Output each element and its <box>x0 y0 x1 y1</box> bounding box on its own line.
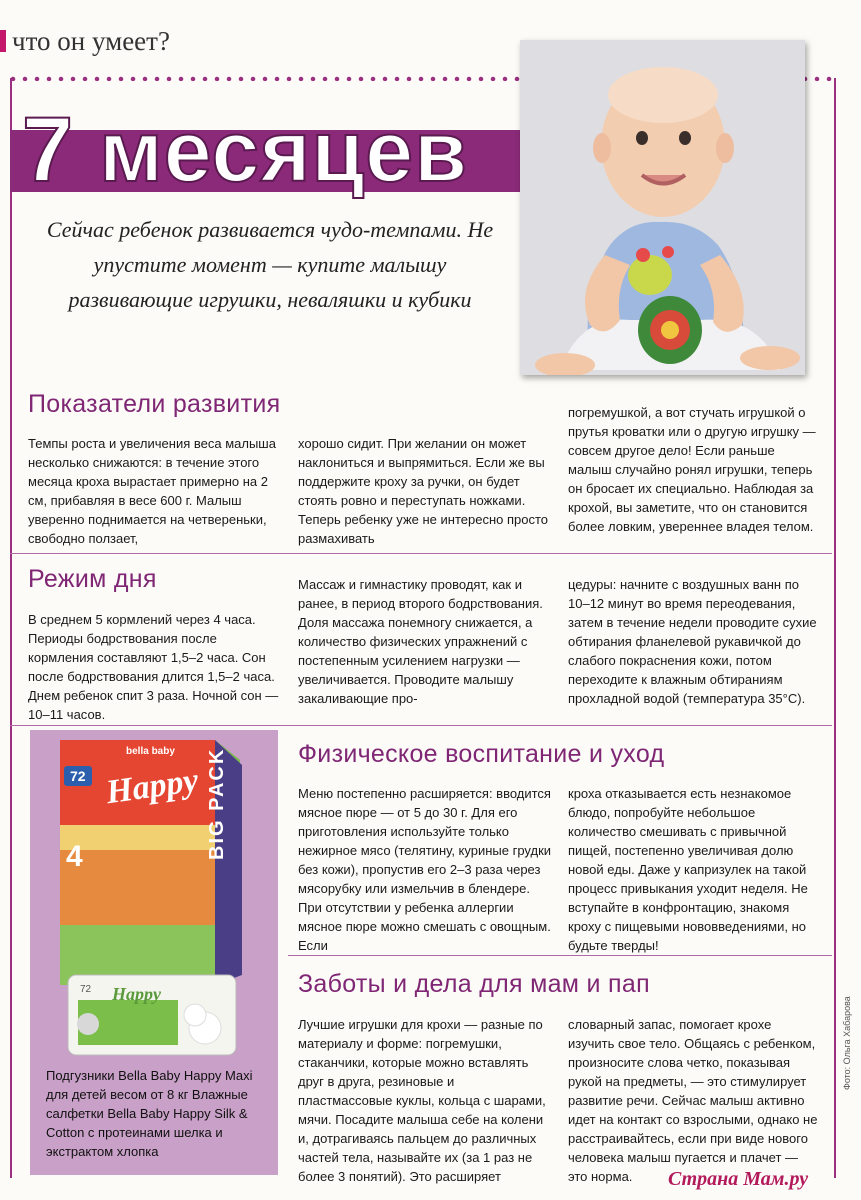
baby-illustration <box>520 40 805 375</box>
development-col2: хорошо сидит. При желании он может наклониться и выпрямиться. Если же вы поддержите кроху за ручки, он будет стоять ровно и переступать ножками. Теперь ребенку уже не интересно просто размахивать <box>298 436 548 546</box>
ad-caption: Подгузники Bella Baby Happy Maxi для детей весом от 8 кг Влажные салфетки Bella Baby Happy Silk & Cotton с протеинами шелка и экстрактом хлопка <box>46 1068 253 1159</box>
photo-credit: Фото: Ольга Хабарова <box>842 996 852 1090</box>
title-word: месяцев <box>99 104 468 200</box>
regime-col1: В среднем 5 кормлений через 4 часа. Периоды бодрствования после кормления составляют 1,5–2 часа. Сон после бодрствования длится 1,5–2 часа. Днем ребенок спит 3 раза. Ночной сон — 10–11 часов. <box>28 612 279 722</box>
baby-photo <box>520 40 805 375</box>
development-col1: Темпы роста и увеличения веса малыша несколько снижаются: в течение этого месяца кроха вырастает примерно на 2 см, прибавляя в весе 600 г. Малыш уверенно поднимается на четвереньки, свободно ползает, <box>28 436 276 546</box>
section-tag <box>0 26 170 57</box>
divider-3 <box>288 955 832 956</box>
regime-col2: Массаж и гимнастику проводят, как и ранее, в период второго бодрствования. Доля массажа понемногу снижается, а количество физических упражнений с постепенным усилением нагрузки — увеличивается. Проводите малышу закаливающие про- <box>298 577 543 706</box>
care-col1: Лучшие игрушки для крохи — разные по материалу и форме: погремушки, стаканчики, которые можно вставлять друг в друга, резиновые и пластмассовые куклы, кольца с шарами, мячи. Посадите малыша себе на колени и, дотрагиваясь пальцем до различных частей тела, называйте их (за 1 раз не более 3 понятий). Это расширяет <box>298 1017 546 1184</box>
divider-2 <box>10 725 832 726</box>
heading-development: Показатели развития <box>28 390 281 418</box>
pack-count: 72 <box>64 766 92 786</box>
brand-name: Happy <box>103 761 201 812</box>
brand-small: bella baby <box>126 746 175 757</box>
section-tag-text: что он умеет? <box>12 26 170 56</box>
title-number: 7 <box>22 99 75 201</box>
pack-size: 4 <box>66 840 83 873</box>
development-col3: погремушкой, а вот стучать игрушкой о прутья кроватки или о другую игрушку — совсем другое дело! Если раньше малыш случайно ронял игрушки, теперь он бросает их специально. Наблюдая за крохой, вы заметите, что он становится более ловким, увереннее владея телом. <box>568 405 816 534</box>
bigpack-label: BIG PACK <box>206 747 228 860</box>
wipes-count: 72 <box>80 984 92 995</box>
wipes-brand: Happy <box>112 984 161 1004</box>
lead-paragraph: Сейчас ребенок развивается чудо-темпами. Не упустите момент — купите малышу развивающие игрушки, неваляшки и кубики <box>46 217 494 312</box>
divider-1 <box>10 553 832 554</box>
physical-col1: Меню постепенно расширяется: вводится мясное пюре — от 5 до 30 г. Для его приготовления используйте только нежирное мясо (телятину, куриные грудки без кожи), пропустив его 2–3 раза через мясорубку или измельчив в блендере. При отсутствии у ребенка аллергии мясное пюре можно смешать с овощным. Если <box>298 786 552 953</box>
regime-col3: цедуры: начните с воздушных ванн по 10–12 минут во время переодевания, затем в течение недели проводите сухие обтирания фланелевой рукавичкой до слабого покраснения кожи, потом переходите к влажным обтираниям прохладной водой (температура 35°С). <box>568 577 817 706</box>
page-title <box>22 99 468 201</box>
tag-bar <box>0 30 6 52</box>
watermark: Страна Мам.ру <box>668 1168 809 1190</box>
physical-col2: кроха отказывается есть незнакомое блюдо, попробуйте небольшое количество смешивать с привычной пищей, постепенно увеличивая долю новой еды. Даже у капризулек на такой процесс привыкания уходит неделя. Не вступайте в конфронтацию, знакомя кроху с пищевыми нововведениями, но будьте тверды! <box>568 786 808 953</box>
care-col2: словарный запас, помогает крохе изучить свое тело. Общаясь с ребенком, произносите слова четко, показывая рукой на предметы, — это стимулирует развитие речи. Сейчас малыш активно идет на контакт со взрослыми, однако не расстраивайтесь, если при виде нового человека малыш пугается и плачет — это норма. <box>568 1017 818 1184</box>
heading-care: Заботы и дела для мам и пап <box>298 970 650 998</box>
heading-physical: Физическое воспитание и уход <box>298 740 665 768</box>
heading-regime: Режим дня <box>28 565 157 593</box>
